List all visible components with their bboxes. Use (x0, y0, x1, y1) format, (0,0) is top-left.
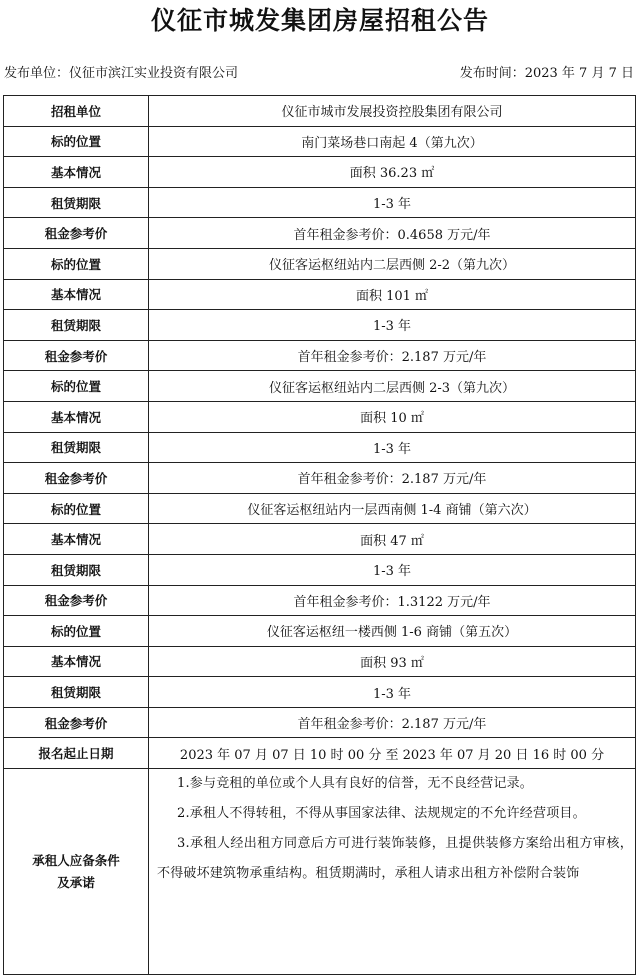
table-row (4, 707, 636, 738)
row-value: 2023 年 07 月 07 日 10 时 00 分 至 2023 年 07 月 20 日 16 时 00 分 (149, 738, 636, 769)
row-value: 首年租金参考价：2.187 万元/年 (149, 463, 636, 494)
row-value: 仪征客运枢纽站内二层西侧 2-2（第九次） (149, 248, 636, 279)
row-value: 1-3 年 (149, 310, 636, 341)
row-value: 1-3 年 (149, 187, 636, 218)
row-value: 首年租金参考价：2.187 万元/年 (149, 707, 636, 738)
row-label: 标的位置 (4, 616, 149, 647)
conditions-label-line: 及承诺 (57, 874, 95, 890)
row-label: 租金参考价 (4, 463, 149, 494)
row-value: 仪征市城市发展投资控股集团有限公司 (149, 96, 636, 127)
table-row (4, 524, 636, 555)
table-row (4, 279, 636, 310)
publisher: 发布单位：仪征市滨江实业投资有限公司 (4, 66, 239, 81)
row-value: 首年租金参考价：0.4658 万元/年 (149, 218, 636, 249)
row-label: 租金参考价 (4, 218, 149, 249)
row-value: 南门菜场巷口南起 4（第九次） (149, 126, 636, 157)
conditions-list (149, 769, 636, 975)
table-row (4, 432, 636, 463)
conditions-label-line: 承租人应备条件 (32, 852, 120, 868)
table-row (4, 126, 636, 157)
table-row (4, 340, 636, 371)
row-value: 面积 47 ㎡ (149, 524, 636, 555)
table-row (4, 371, 636, 402)
row-value: 面积 101 ㎡ (149, 279, 636, 310)
row-label: 租赁期限 (4, 554, 149, 585)
row-value: 仪征客运枢纽站内二层西侧 2-3（第九次） (149, 371, 636, 402)
row-label: 招租单位 (4, 96, 149, 127)
table-row (4, 677, 636, 708)
publish-time: 发布时间：2023 年 7 月 7 日 (459, 66, 634, 81)
table-row (4, 96, 636, 127)
row-label: 标的位置 (4, 248, 149, 279)
table-row (4, 310, 636, 341)
row-value: 仪征客运枢纽站内一层西南侧 1-4 商铺（第六次） (149, 493, 636, 524)
row-value: 首年租金参考价：1.3122 万元/年 (149, 585, 636, 616)
row-label: 基本情况 (4, 401, 149, 432)
conditions-row (4, 769, 636, 975)
row-value: 面积 93 ㎡ (149, 646, 636, 677)
table-row (4, 585, 636, 616)
condition-item: 3.承租人经出租方同意后方可进行装饰装修，且提供装修方案给出租方审核，不得破坏建筑物承重结构。租赁期满时，承租人请求出租方补偿附合装饰 (157, 836, 633, 882)
table-row (4, 401, 636, 432)
row-label: 基本情况 (4, 646, 149, 677)
notice-title: 仪征市城发集团房屋招租公告 (150, 6, 489, 35)
row-label: 报名起止日期 (4, 738, 149, 769)
row-label: 租赁期限 (4, 310, 149, 341)
row-label: 基本情况 (4, 524, 149, 555)
table-row (4, 493, 636, 524)
row-label: 租赁期限 (4, 432, 149, 463)
row-value: 1-3 年 (149, 432, 636, 463)
table-row (4, 646, 636, 677)
row-label: 基本情况 (4, 279, 149, 310)
row-value: 面积 10 ㎡ (149, 401, 636, 432)
row-label: 租金参考价 (4, 340, 149, 371)
conditions-label (4, 769, 149, 975)
row-label: 租赁期限 (4, 677, 149, 708)
table-row (4, 738, 636, 769)
table-row (4, 157, 636, 188)
row-label: 标的位置 (4, 126, 149, 157)
row-value: 首年租金参考价：2.187 万元/年 (149, 340, 636, 371)
table-row (4, 554, 636, 585)
row-label: 租金参考价 (4, 585, 149, 616)
table-row (4, 187, 636, 218)
row-label: 标的位置 (4, 371, 149, 402)
row-value: 面积 36.23 ㎡ (149, 157, 636, 188)
condition-item: 2.承租人不得转租，不得从事国家法律、法规规定的不允许经营项目。 (177, 806, 586, 822)
row-label: 标的位置 (4, 493, 149, 524)
row-value: 1-3 年 (149, 677, 636, 708)
row-value: 1-3 年 (149, 554, 636, 585)
row-label: 租金参考价 (4, 707, 149, 738)
row-label: 基本情况 (4, 157, 149, 188)
row-label: 租赁期限 (4, 187, 149, 218)
row-value: 仪征客运枢纽一楼西侧 1-6 商铺（第五次） (149, 616, 636, 647)
table-row (4, 248, 636, 279)
table-row (4, 218, 636, 249)
condition-item: 1.参与竞租的单位或个人具有良好的信誉，无不良经营记录。 (177, 776, 534, 792)
table-row (4, 463, 636, 494)
table-row (4, 616, 636, 647)
rental-table (3, 95, 636, 975)
